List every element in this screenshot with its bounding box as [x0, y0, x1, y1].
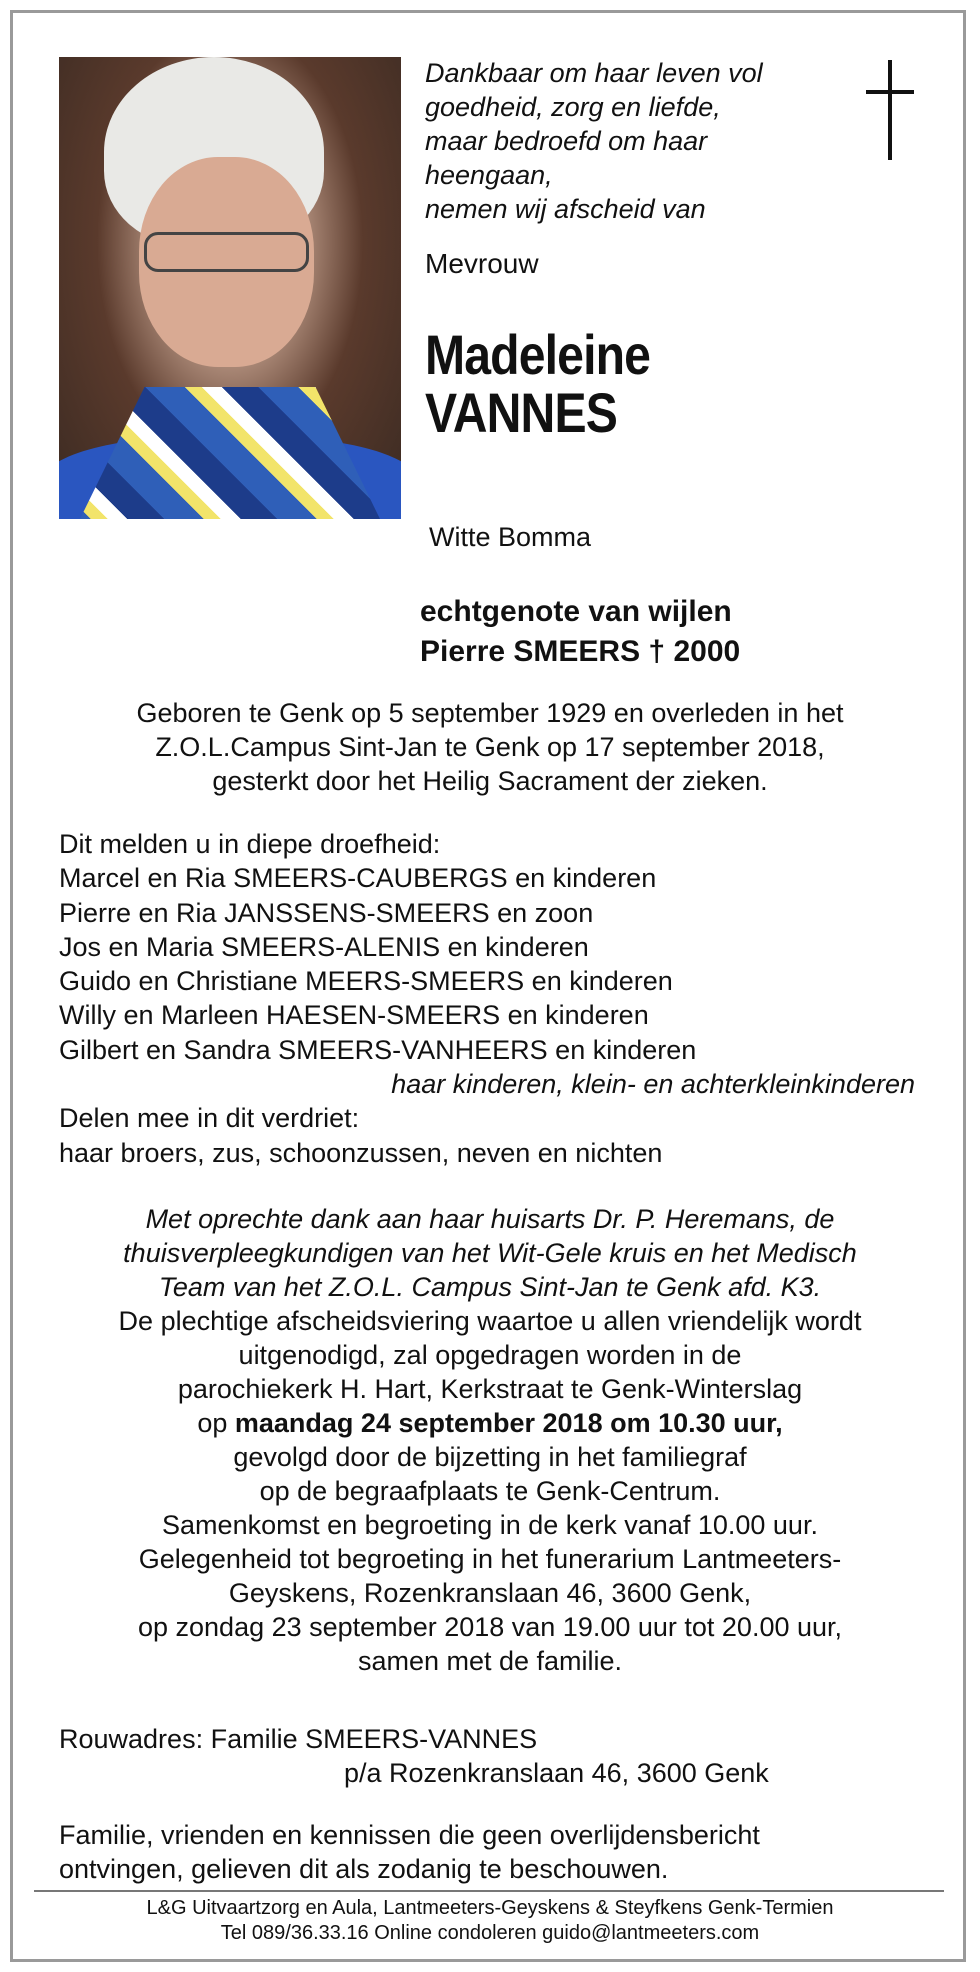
ceremony-date: maandag 24 september 2018 om 10.30 uur,	[234, 1408, 783, 1438]
mourners-section: Dit melden u in diepe droefheid: Marcel en Ria SMEERS-CAUBERGS en kinderen Pierre en Ria JANSSENS-SMEERS en zoon Jos en Maria SMEERS-ALENIS en kinderen Guido en Christiane MEERS-SMEERS en kinderen Willy en Marleen HAESEN-SMEERS en kinderen Gilbert en Sandra SMEERS-VANHEERS en kinderen haar kinderen, klein- en achterkleinkinderen Delen mee in dit verdriet: haar broers, zus, schoonzussen, neven en nichten	[59, 827, 939, 1170]
list-item: Guido en Christiane MEERS-SMEERS en kinderen	[59, 966, 673, 997]
portrait-photo	[59, 57, 401, 519]
intro-text: Dankbaar om haar leven vol goedheid, zorg en liefde, maar bedroefd om haar heengaan, nemen wij afscheid van	[425, 58, 763, 224]
spouse-info: echtgenote van wijlen Pierre SMEERS † 2000	[420, 595, 741, 668]
list-item: Marcel en Ria SMEERS-CAUBERGS en kinderen	[59, 863, 657, 894]
cross-icon	[860, 60, 920, 160]
honorific: Mevrouw	[425, 248, 539, 279]
mourning-address: Rouwadres: Familie SMEERS-VANNES p/a Rozenkranslaan 46, 3600 Genk	[59, 1724, 769, 1789]
ceremony-section: Met oprechte dank aan haar huisarts Dr. P. Heremans, de thuisverpleegkundigen van het Wit-Gele kruis en het Medisch Team van het Z.O.L. Campus Sint-Jan te Genk afd. K3. De plechtige afscheidsviering waartoe u allen vriendelijk wordt uitgenodigd, zal opgedragen worden in de parochiekerk H. Hart, Kerkstraat te Genk-Winterslag op maandag 24 september 2018 om 10.30 uur, gevolgd door de bijzetting in het familiegraf op de begraafplaats te Genk-Centrum. Samenkomst en begroeting in de kerk vanaf 10.00 uur. Gelegenheid tot begroeting in het funerarium Lantmeeters- Geyskens, Rozenkranslaan 46, 3600 Genk, op zondag 23 september 2018 van 19.00 uur tot 20.00 uur, samen met de familie.	[118, 1204, 862, 1676]
grandchildren-line: haar kinderen, klein- en achterkleinkinderen	[391, 1069, 915, 1100]
birth-death-text: Geboren te Genk op 5 september 1929 en overleden in het Z.O.L.Campus Sint-Jan te Genk op 17 september 2018, gesterkt door het Heilig Sacrament der zieken.	[136, 698, 844, 796]
nickname: Witte Bomma	[429, 522, 592, 552]
list-item: Gilbert en Sandra SMEERS-VANHEERS en kinderen	[59, 1034, 697, 1065]
deceased-name: Madeleine VANNES	[425, 323, 651, 444]
footer: L&G Uitvaartzorg en Aula, Lantmeeters-Geyskens & Steyfkens Genk-Termien Tel 089/36.33.16 Online condoleren guido@lantmeeters.com	[146, 1897, 834, 1944]
list-item: Jos en Maria SMEERS-ALENIS en kinderen	[59, 931, 589, 962]
list-item: Pierre en Ria JANSSENS-SMEERS en zoon	[59, 897, 594, 928]
notice-text: Familie, vrienden en kennissen die geen overlijdensbericht ontvingen, gelieven dit als zodanig te beschouwen.	[59, 1820, 760, 1885]
footer-divider	[34, 1890, 944, 1892]
list-item: Willy en Marleen HAESEN-SMEERS en kinderen	[59, 1000, 649, 1031]
